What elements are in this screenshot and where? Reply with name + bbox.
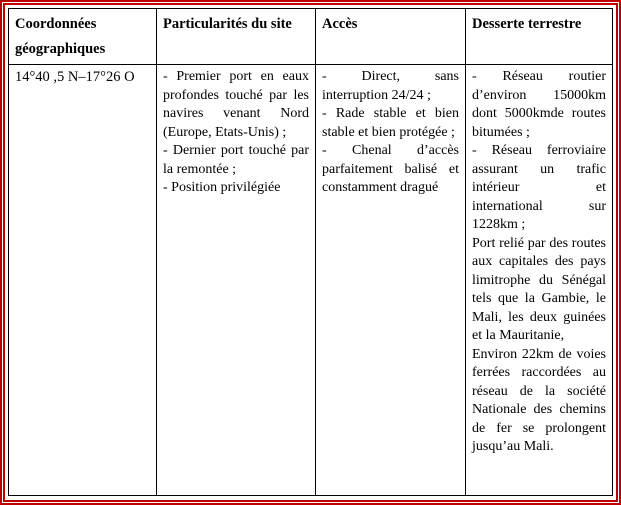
cell-acces [316,65,466,496]
col-header-acces: Accès [316,9,466,65]
cell-coordonnees [9,65,157,496]
land-service-item: - Réseau routier d’environ 15000km dont 5000kmde routes bitumées ; [472,69,606,140]
col-header-coordonnees-geographiques: Coordonnées géographiques [9,9,157,65]
cell-desserte-terrestre [466,65,613,496]
site-particularity-item: - Position privilégiée [163,180,281,195]
header-row [9,9,613,65]
cell-particularites-du-site [157,65,316,496]
col-header-desserte-terrestre: Desserte terrestre [466,9,613,65]
land-service-item: - Réseau ferroviaire assurant un trafic intérieur et international sur 1228km ; [472,143,606,232]
land-service-item: Environ 22km de voies ferrées raccordées au réseau de la société Nationale des chemins de fer se prolongent jusqu’au Mali. [472,346,606,454]
table-row [9,65,613,496]
col-header-particularites-du-site: Particularités du site [157,9,316,65]
access-item: - Chenal d’accès parfaitement balisé et constamment dragué [322,143,459,195]
site-particularity-item: - Premier port en eaux profondes touché par les navires venant Nord (Europe, Etats-Unis) ; [163,69,309,140]
access-item: - Rade stable et bien stable et bien protégée ; [322,106,459,140]
access-item: - Direct, sans interruption 24/24 ; [322,69,459,103]
site-particularity-item: - Dernier port touché par la remontée ; [163,143,309,177]
coordinates-value: 14°40 ,5 N–17°26 O [15,69,135,85]
port-description-table [8,8,613,496]
page-border-frame-inner [3,3,618,502]
land-service-item: Port relié par des routes aux capitales des pays limitrophe du Sénégal tels que la Gambie, le Mali, les deux guinées et la Mauritanie, [472,235,606,343]
